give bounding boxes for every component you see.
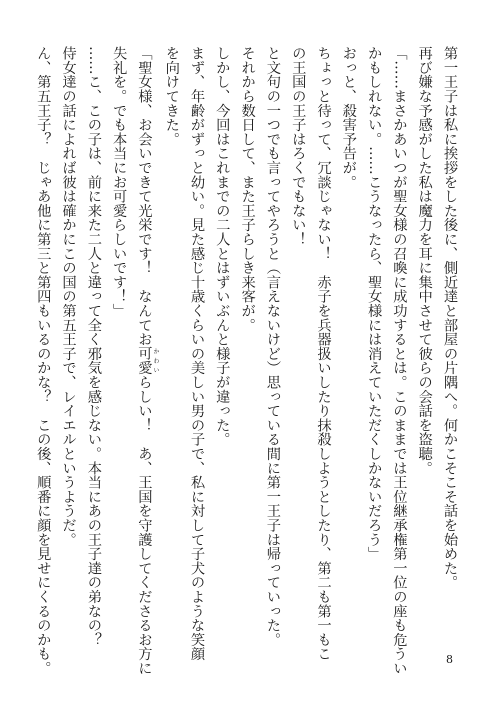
text-line: 侍女達の話によれば彼は確かにこの国の第五王子で、レイエルというようだ。 <box>60 46 77 547</box>
text-line: まず、年齢がずっと幼い。見た感じ十歳くらいの美しい男の子で、私に対して子犬のような笑顔 <box>189 46 206 661</box>
vertical-text-body <box>30 46 462 676</box>
ruby-annotation: 可愛 かわい <box>136 346 159 375</box>
text-line: 再び嫌な予感がした私は魔力を耳に集中させて彼らの会話を盗聴。 <box>416 46 433 475</box>
text-line: それから数日して、また王子らしき来客が。 <box>239 46 256 332</box>
text-line-with-ruby: 「聖女様、お会いできて光栄です！ なんてお可愛 かわいらしい！ あ、王国を守護してくださるお方に <box>136 46 159 676</box>
page-number: 8 <box>446 653 453 666</box>
text-line: 第一王子は私に挨拶をした後に、側近達と部屋の片隅へ。何かこそこそ話を始めた。 <box>442 46 458 590</box>
text-line: 「……まさかあいつが聖女様の召喚に成功するとは。このままでは王位継承権第一位の座も危うい <box>391 46 408 676</box>
text-line: ……こ、この子は、前に来た二人と違って全く邪気を感じない。本当にあの王子達の弟なの？ <box>85 46 102 647</box>
text-line: かもしれない。……こうなったら、聖女様には消えていただくしかないだろう」 <box>366 46 383 561</box>
text-line: しかし、今回はこれまでの二人とはずいぶんと様子が違った。 <box>214 46 231 447</box>
text-line: ん、第五王子？ じゃあ他に第三と第四もいるのかな？ この後、順番に顔を見せにくるのかも。 <box>35 46 52 676</box>
ruby-reading: かわい <box>151 346 159 375</box>
text-line: を向けてきた。 <box>163 46 180 147</box>
text-line: と文句の一つでも言ってやろうと（言えないけど）思っている間に第一王子は帰っていった。 <box>264 46 281 647</box>
text-line: の王国の王子はろくでもない！ <box>290 46 307 247</box>
text-line: ちょっと待って、冗談じゃない！ 赤子を兵器扱いしたり抹殺しようとしたり、第二も第一もこ <box>315 46 332 661</box>
text-line: 失礼を。でも本当にお可愛らしいです！」 <box>111 46 128 318</box>
text-line: おっと、殺害予告が。 <box>340 46 357 189</box>
